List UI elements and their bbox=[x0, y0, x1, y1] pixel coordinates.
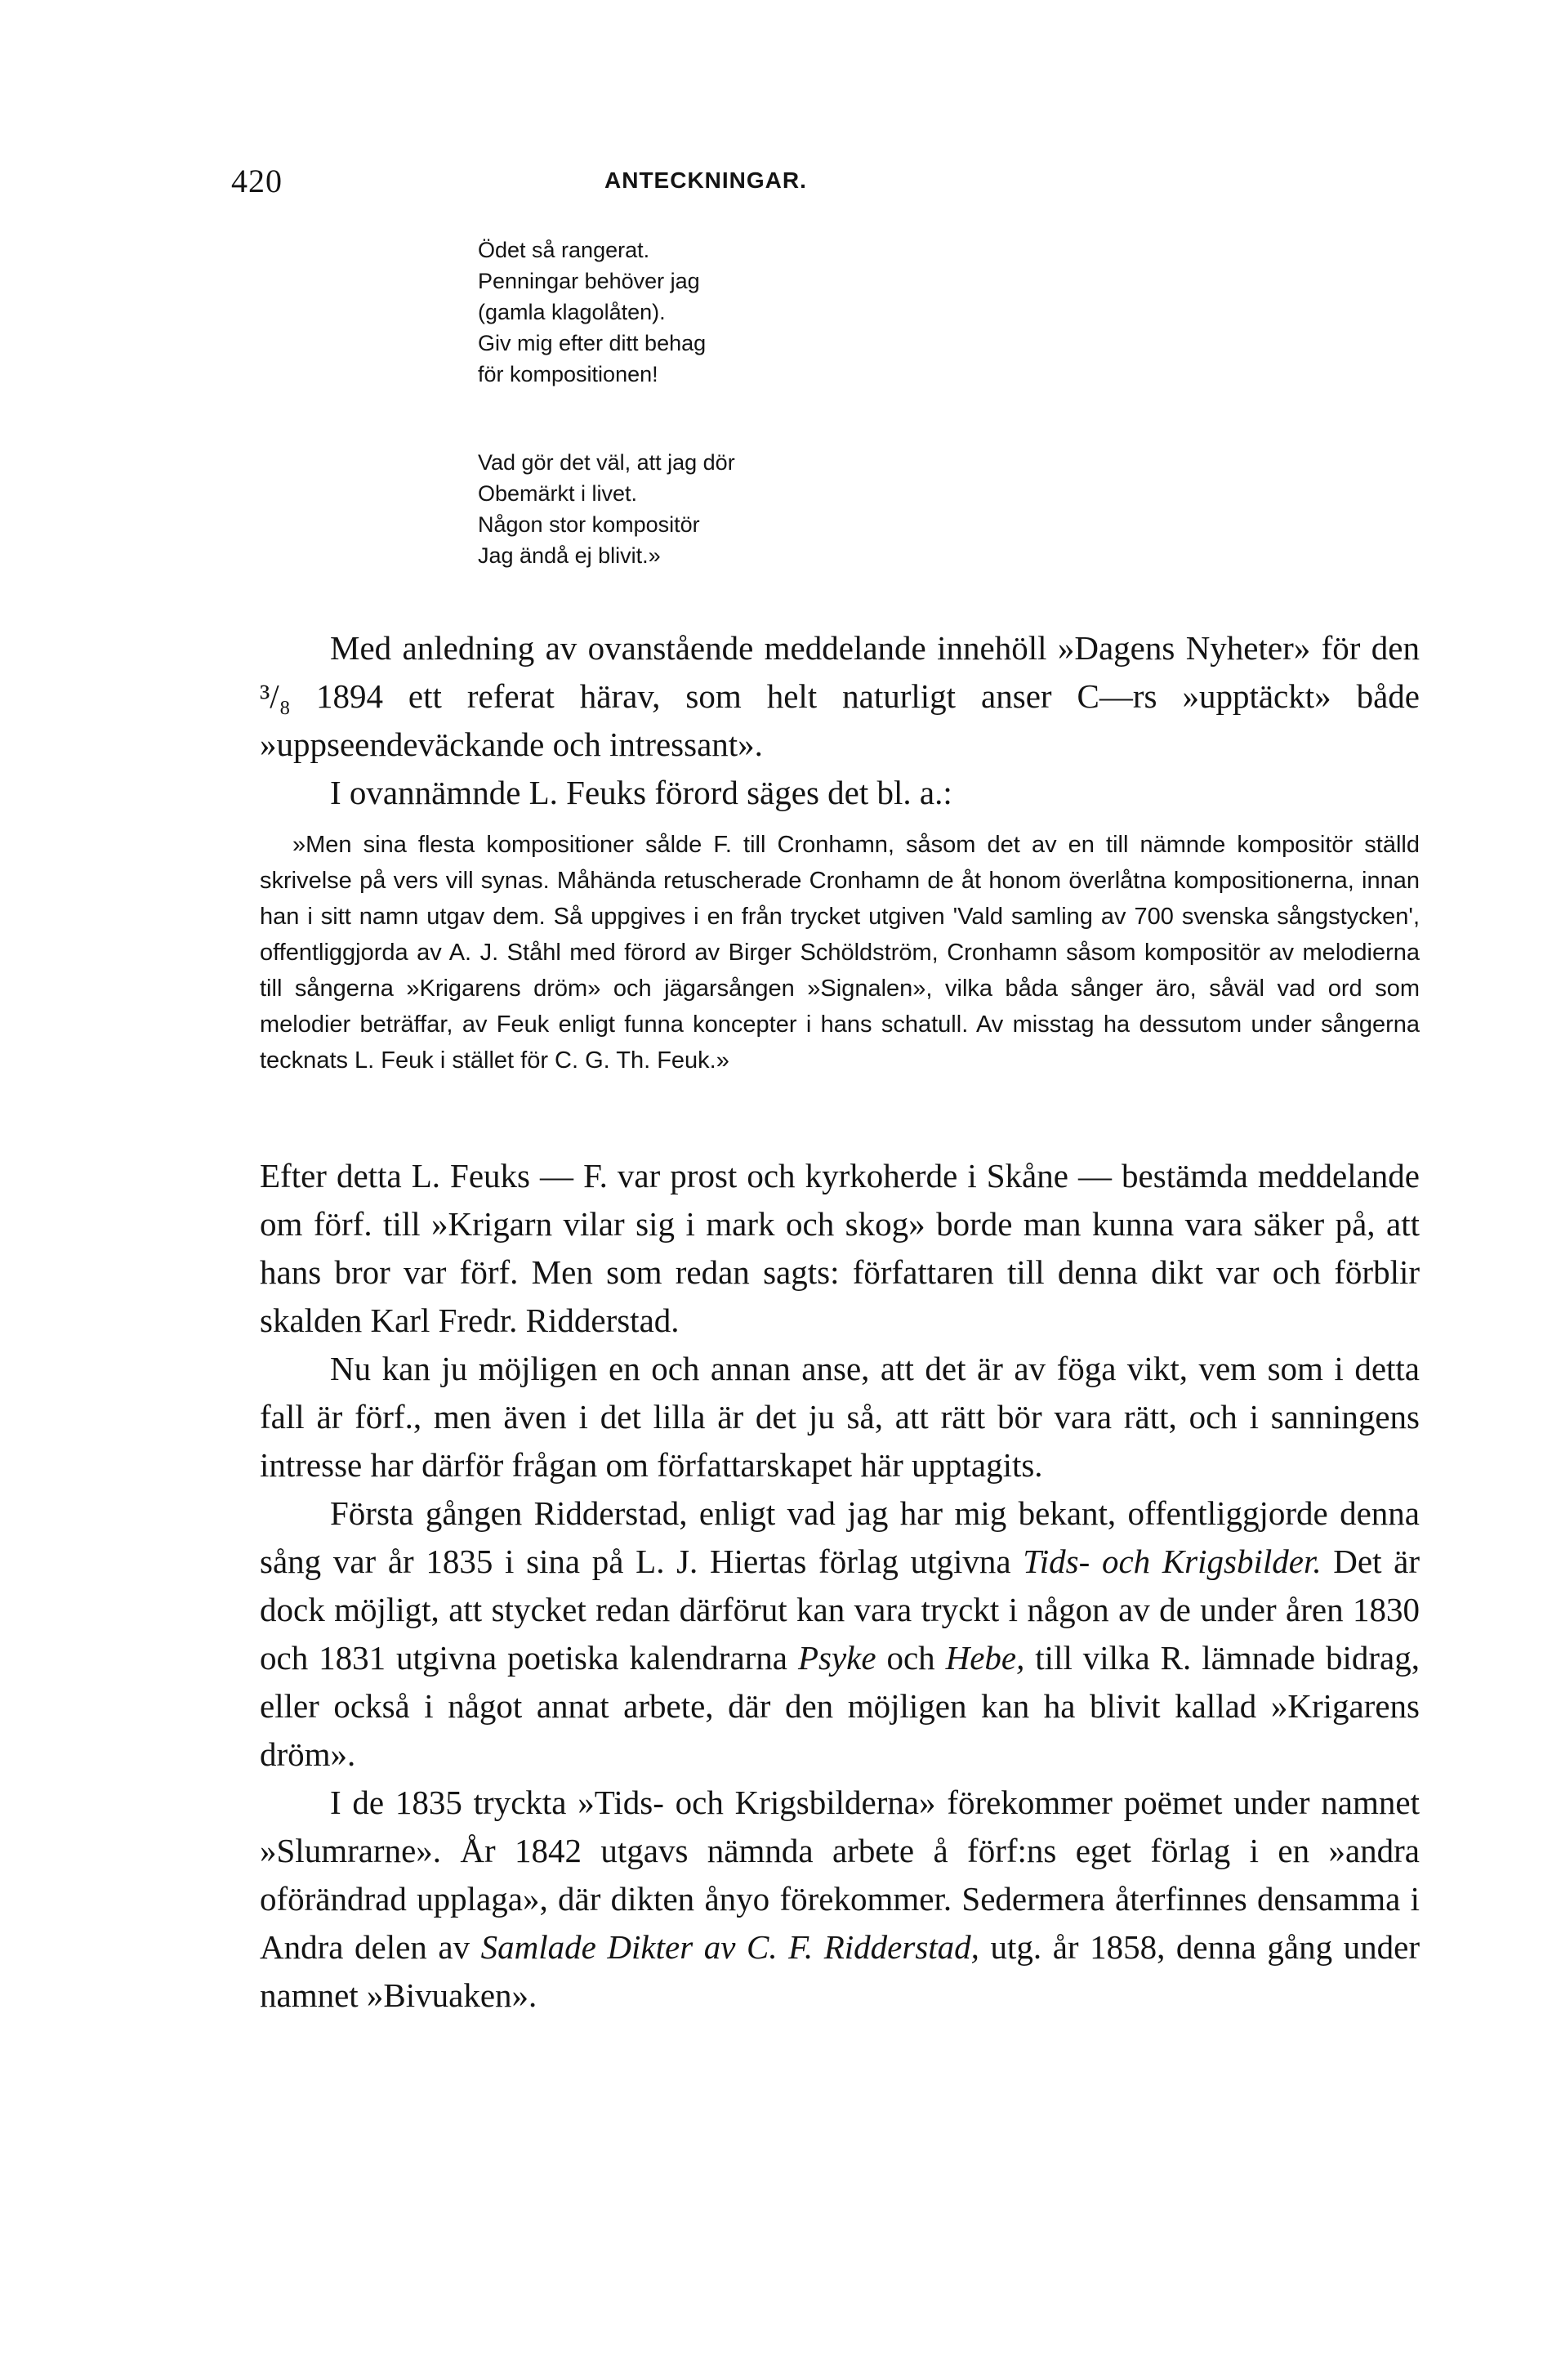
book-title: Samlade Dikter av C. F. Ridderstad, bbox=[480, 1928, 979, 1966]
verse-line: Vad gör det väl, att jag dör bbox=[478, 450, 735, 475]
verse-line: (gamla klagolåten). bbox=[478, 300, 666, 324]
book-title: Psyke bbox=[797, 1639, 876, 1677]
paragraph-text: Efter detta L. Feuks — F. var prost och kyrkoherde i Skåne — bestämda meddelande om förf. till »Krigarn vilar sig i mark och skog» borde man kunna vara säker på, att hans bror var förf. Men som redan sagts: författaren till denna dikt var och förblir skalden Karl Fredr. Ridderstad. bbox=[260, 1157, 1420, 1339]
paragraph bbox=[260, 1779, 1420, 2020]
body-block-lower bbox=[260, 1152, 1420, 2020]
verse-line: Obemärkt i livet. bbox=[478, 481, 638, 506]
book-title: Hebe, bbox=[945, 1639, 1025, 1677]
verse-line: Någon stor kompositör bbox=[478, 512, 700, 537]
paragraph bbox=[260, 1152, 1420, 1345]
paragraph: I ovannämnde L. Feuks förord säges det bl. a.: bbox=[330, 774, 952, 811]
paragraph-text: Det är dock möjligt, att stycket redan därförut kan vara tryckt i någon av de under åren 1830 och 1831 utgivna poetiska kalendrarna bbox=[260, 1543, 1420, 1677]
paragraph: Nu kan ju möjligen en och annan anse, att det är av föga vikt, vem som i detta fall är förf., men även i det lilla är det ju så, att rätt bör vara rätt, och i sanningens intresse har därför frågan om författarskapet här upptagits. bbox=[260, 1350, 1420, 1484]
verse-line: Penningar behöver jag bbox=[478, 269, 700, 293]
page-number: 420 bbox=[231, 163, 283, 199]
verse-line: Giv mig efter ditt behag bbox=[478, 331, 707, 355]
paragraph: Med anledning av ovanstående meddelande innehöll »Dagens Nyheter» för den ³/₈ 1894 ett referat härav, som helt naturligt anser C—rs »upptäckt» både »uppseendeväckande och intressant». bbox=[260, 629, 1420, 763]
paragraph-text: till vilka R. lämnade bidrag, eller också i något annat arbete, där den möjligen kan ha blivit kallad »Krigarens dröm». bbox=[260, 1639, 1420, 1773]
book-title: Tids- och Krigsbilder. bbox=[1023, 1543, 1322, 1580]
paragraph bbox=[260, 1489, 1420, 1779]
block-quote: »Men sina flesta kompositioner sålde F. till Cronhamn, såsom det av en till nämnde kompositör ställd skrivelse på vers vill synas. Måhända retuscherade Cronhamn de åt honom överlåtna kompositionerna, innan han i sitt namn utgav dem. Så uppgives i en från trycket utgiven 'Vald samling av 700 svenska sångstycken', offentliggjorda av A. J. Ståhl med förord av Birger Schöldström, Cronhamn såsom kompositör av melodierna till sångerna »Krigarens dröm» och jägarsången »Signalen», vilka båda sånger äro, såväl vad ord som melodier beträffar, av Feuk enligt funna koncepter i hans schatull. Av misstag ha dessutom under sångerna tecknats L. Feuk i stället för C. G. Th. Feuk.» bbox=[260, 832, 1420, 1074]
verse-line: för kompositionen! bbox=[478, 362, 658, 386]
poem-stanza-1 bbox=[478, 234, 706, 390]
paragraph-text: och bbox=[876, 1639, 946, 1677]
paragraph-text: I de 1835 tryckta »Tids- och Krigsbilderna» förekommer poëmet under namnet »Slumrarne». År 1842 utgavs nämnda arbete å förf:ns eget förlag i en »andra oförändrad upplaga», där dikten ånyo förekommer. Sedermera återfinnes densamma i Andra delen av bbox=[260, 1784, 1420, 1966]
verse-line: Ödet så rangerat. bbox=[478, 238, 650, 262]
running-head: ANTECKNINGAR. bbox=[604, 167, 807, 193]
verse-line: Jag ändå ej blivit.» bbox=[478, 543, 661, 568]
body-block-upper bbox=[260, 624, 1420, 817]
paragraph-text: utg. år 1858, denna gång under namnet »Bivuaken». bbox=[260, 1928, 1420, 2014]
poem-stanza-2 bbox=[478, 447, 735, 571]
paragraph-text: Första gången Ridderstad, enligt vad jag har mig bekant, offentliggjorde denna sång var år 1835 i sina på L. J. Hiertas förlag utgivna bbox=[260, 1494, 1420, 1580]
